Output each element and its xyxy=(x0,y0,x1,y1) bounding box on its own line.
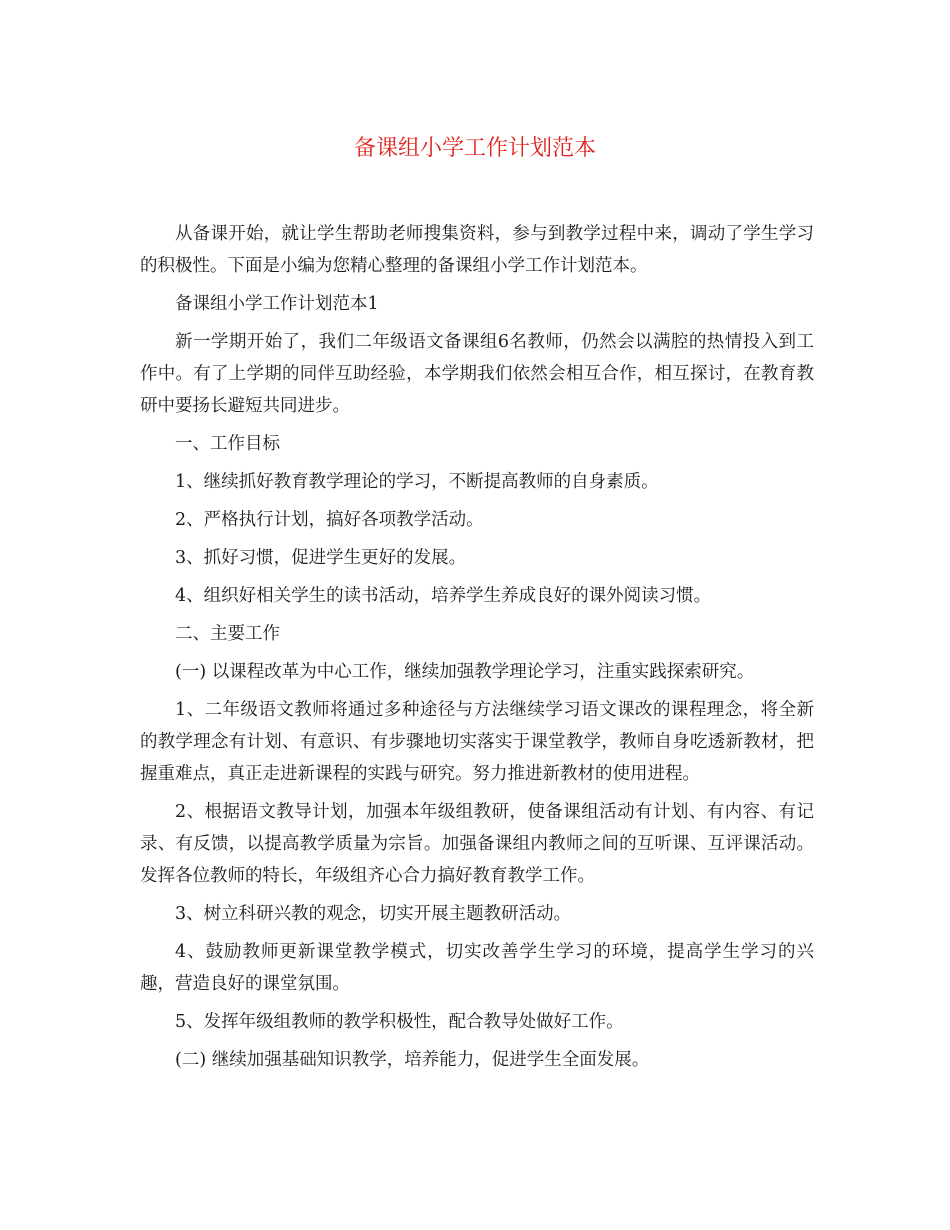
list-item: 2、根据语文教导计划，加强本年级组教研，使备课组活动有计划、有内容、有记录、有反馈，以提高教学质量为宗旨。加强备课组内教师之间的互听课、互评课活动。发挥各位教师的特长，年级组齐心合力搞好教育教学工作。 xyxy=(140,802,814,886)
list-item: 1、二年级语文教师将通过多种途径与方法继续学习语文课改的课程理念，将全新的教学理念有计划、有意识、有步骤地切实落实于课堂教学，教师自身吃透新教材，把握重难点，真正走进新课程的实践与研究。努力推进新教材的使用进程。 xyxy=(140,700,814,784)
paragraph-intro: 从备课开始，就让学生帮助老师搜集资料，参与到教学过程中来，调动了学生学习的积极性。下面是小编为您精心整理的备课组小学工作计划范本。 xyxy=(140,224,814,276)
section-heading-plan-1: 备课组小学工作计划范本1 xyxy=(175,294,379,314)
subsection-heading: (一) 以课程改革为中心工作，继续加强教学理论学习，注重实践探索研究。 xyxy=(175,662,755,682)
document-title: 备课组小学工作计划范本 xyxy=(353,136,596,161)
list-item: 3、树立科研兴教的观念，切实开展主题教研活动。 xyxy=(175,904,572,924)
list-item: 2、严格执行计划，搞好各项教学活动。 xyxy=(175,510,484,530)
list-item: 3、抓好习惯，促进学生更好的发展。 xyxy=(175,548,467,568)
document-body xyxy=(140,218,814,1082)
section-heading-main-work: 二、主要工作 xyxy=(175,624,280,644)
list-item: 4、组织好相关学生的读书活动，培养学生养成良好的课外阅读习惯。 xyxy=(175,586,712,606)
list-item: 4、鼓励教师更新课堂教学模式，切实改善学生学习的环境，提高学生学习的兴趣，营造良好的课堂氛围。 xyxy=(140,942,814,994)
subsection-heading: (二) 继续加强基础知识教学，培养能力，促进学生全面发展。 xyxy=(175,1050,650,1070)
section-heading-goals: 一、工作目标 xyxy=(175,434,280,454)
list-item: 1、继续抓好教育教学理论的学习，不断提高教师的自身素质。 xyxy=(175,472,659,492)
list-item: 5、发挥年级组教师的教学积极性，配合教导处做好工作。 xyxy=(175,1012,624,1032)
paragraph: 新一学期开始了，我们二年级语文备课组6名教师，仍然会以满腔的热情投入到工作中。有了上学期的同伴互助经验，本学期我们依然会相互合作，相互探讨，在教育教研中要扬长避短共同进步。 xyxy=(140,332,814,416)
